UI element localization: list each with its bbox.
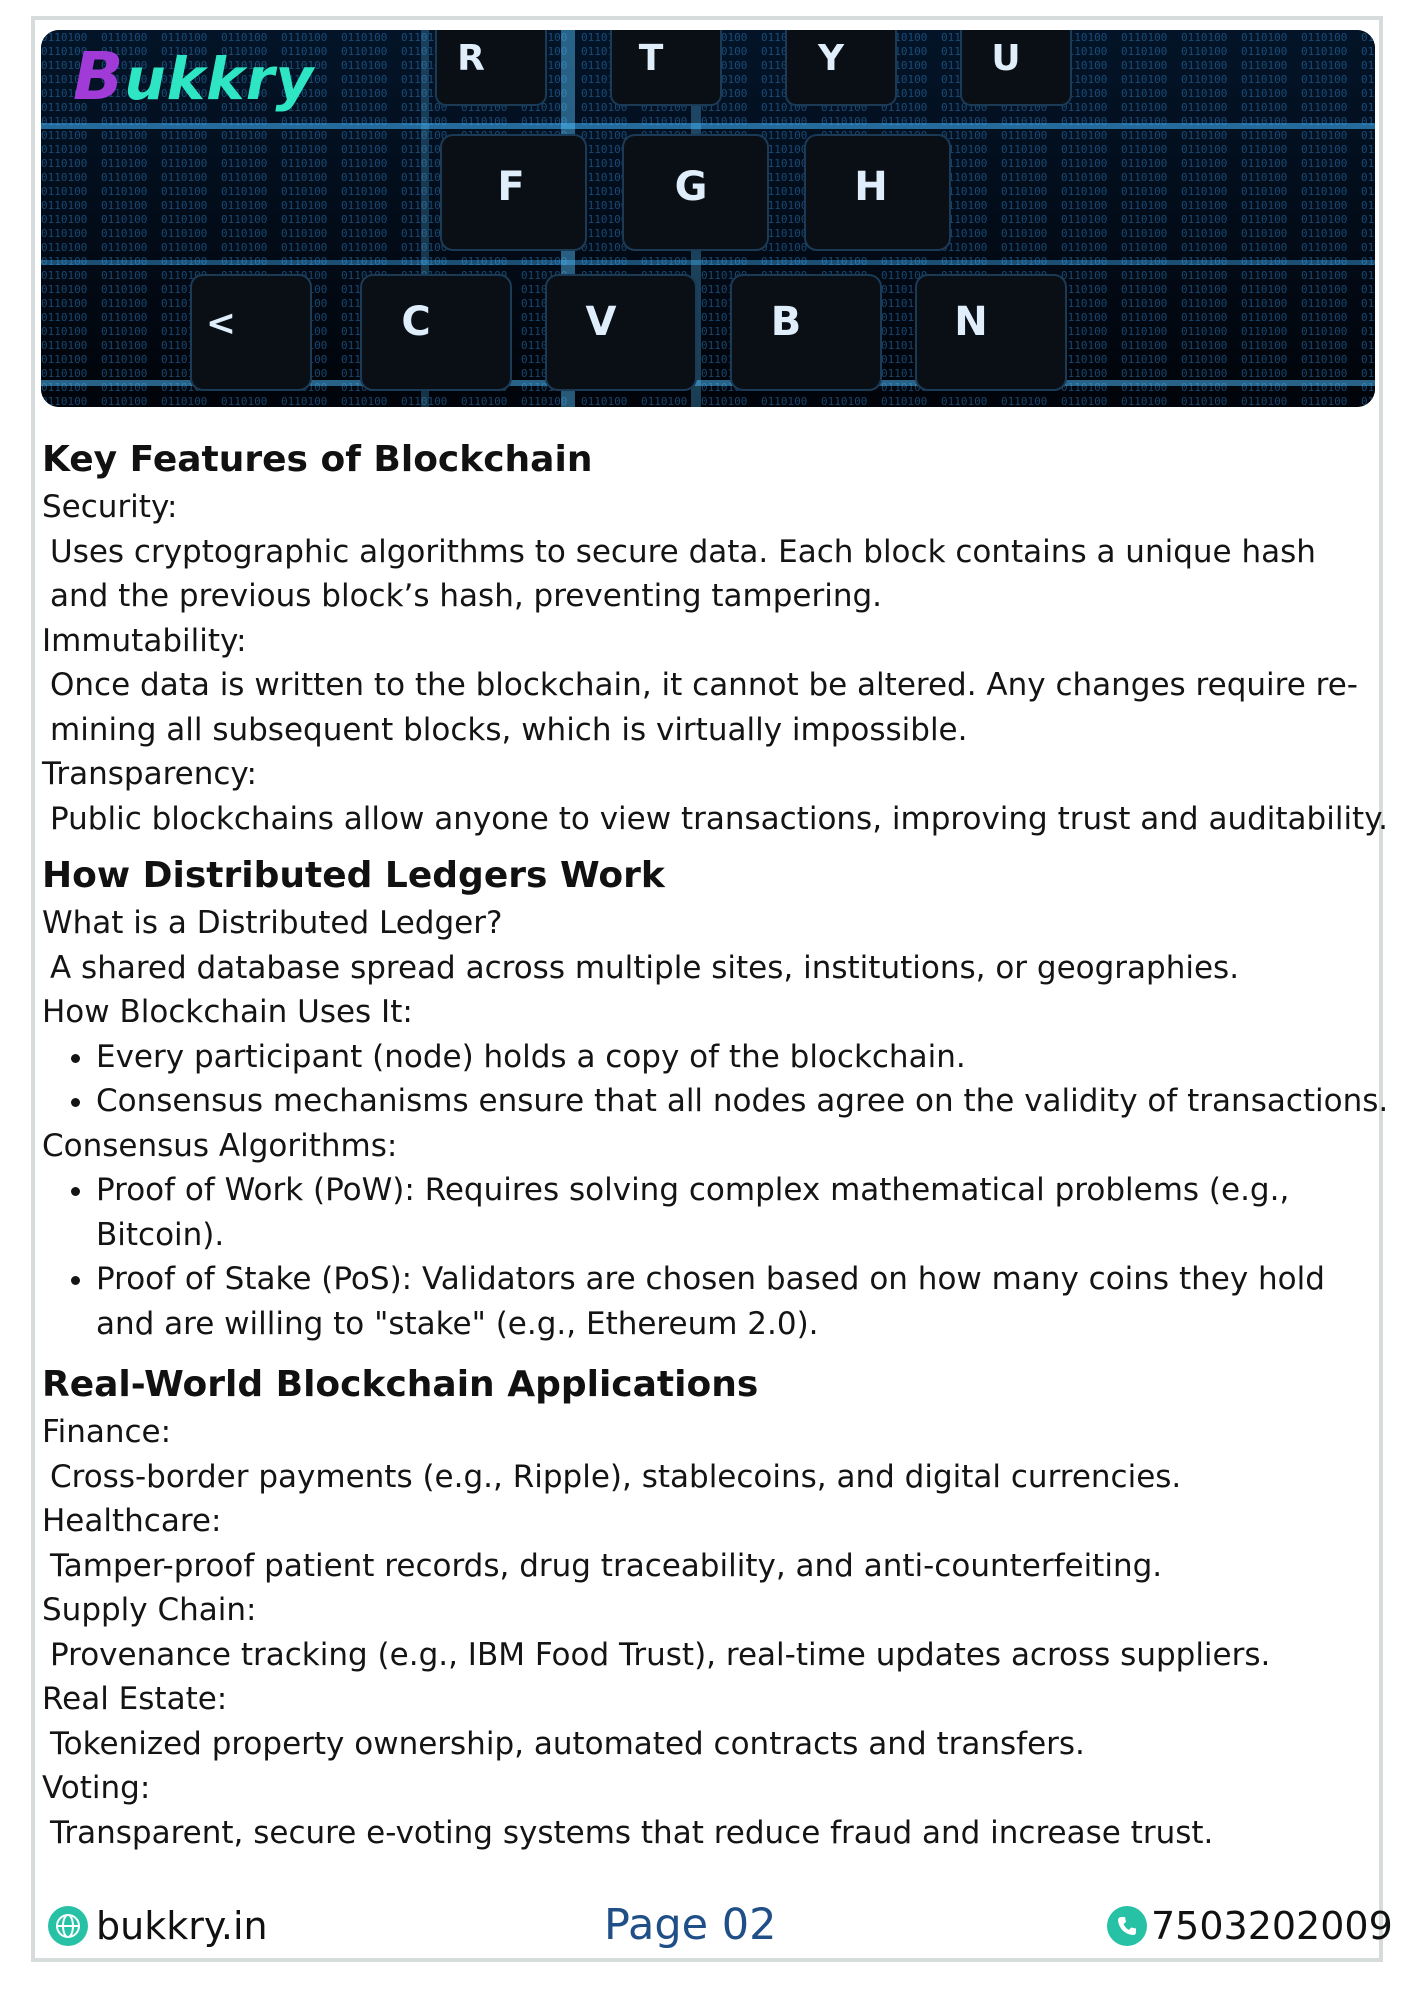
list-item: • Every participant (node) holds a copy of the blockchain. [96, 1035, 1382, 1080]
bullet-list [42, 1168, 1382, 1346]
key-label: C [401, 299, 431, 345]
key-label: F [497, 164, 525, 210]
key-label: B [770, 299, 802, 345]
key-label: N [954, 299, 988, 345]
feature-label: Transparency: [42, 756, 257, 792]
application-label: Supply Chain: [42, 1592, 257, 1628]
application-description: Tamper-proof patient records, drug traceability, and anti-counterfeiting. [50, 1547, 1163, 1584]
key-label: G [674, 164, 708, 210]
application-label: Voting: [42, 1770, 151, 1806]
bukkry-logo: Bukkry [73, 38, 315, 115]
key-label: V [585, 299, 617, 345]
application-description: Tokenized property ownership, automated contracts and transfers. [50, 1725, 1085, 1762]
main-content [42, 435, 1389, 1855]
hero-keyboard-image [41, 30, 1375, 407]
list-item: • Proof of Stake (PoS): Validators are chosen based on how many coins they hold and are willing to "stake" (e.g., Ethereum 2.0). [96, 1257, 1382, 1346]
question-label: Consensus Algorithms: [42, 1127, 398, 1164]
application-label: Healthcare: [42, 1503, 222, 1539]
globe-icon [48, 1906, 88, 1946]
list-item: • Consensus mechanisms ensure that all nodes agree on the validity of transactions. [96, 1079, 1382, 1124]
question-label: How Blockchain Uses It: [42, 994, 413, 1030]
phone-icon [1107, 1906, 1147, 1946]
feature-description: Once data is written to the blockchain, it cannot be altered. Any changes require re-mining all subsequent blocks, which is virtually impossible. [50, 667, 1358, 748]
key-label: T [638, 38, 664, 79]
website-link[interactable] [48, 1904, 268, 1948]
application-description: Cross-border payments (e.g., Ripple), stablecoins, and digital currencies. [50, 1458, 1182, 1495]
key-label: Y [817, 38, 845, 79]
application-description: Transparent, secure e-voting systems that reduce fraud and increase trust. [50, 1814, 1214, 1851]
application-label: Finance: [42, 1414, 172, 1450]
page-number: Page 02 [604, 1900, 777, 1950]
application-label: Real Estate: [42, 1681, 228, 1717]
key-label: U [991, 38, 1021, 79]
answer-text: A shared database spread across multiple sites, institutions, or geographies. [50, 949, 1240, 986]
bullet-list [42, 1035, 1389, 1124]
section-title: How Distributed Ledgers Work [42, 855, 665, 896]
key-label: H [854, 164, 888, 210]
website-text: bukkry.in [96, 1904, 268, 1948]
feature-description: Uses cryptographic algorithms to secure data. Each block contains a unique hash and the previous block’s hash, preventing tampering. [50, 533, 1316, 614]
feature-label: Security: [42, 489, 178, 525]
page-footer [0, 1900, 1414, 1956]
key-label: < [205, 303, 237, 344]
section-title: Real-World Blockchain Applications [42, 1364, 759, 1405]
feature-description: Public blockchains allow anyone to view transactions, improving trust and auditability. [50, 800, 1388, 837]
section-title: Key Features of Blockchain [42, 439, 593, 480]
phone-contact[interactable] [1107, 1904, 1393, 1948]
phone-number: 7503202009 [1151, 1904, 1393, 1948]
list-item: • Proof of Work (PoW): Requires solving complex mathematical problems (e.g., Bitcoin). [96, 1168, 1382, 1257]
question-label: What is a Distributed Ledger? [42, 905, 503, 941]
feature-label: Immutability: [42, 622, 247, 659]
key-label: R [457, 38, 485, 79]
application-description: Provenance tracking (e.g., IBM Food Trust), real-time updates across suppliers. [50, 1636, 1271, 1673]
